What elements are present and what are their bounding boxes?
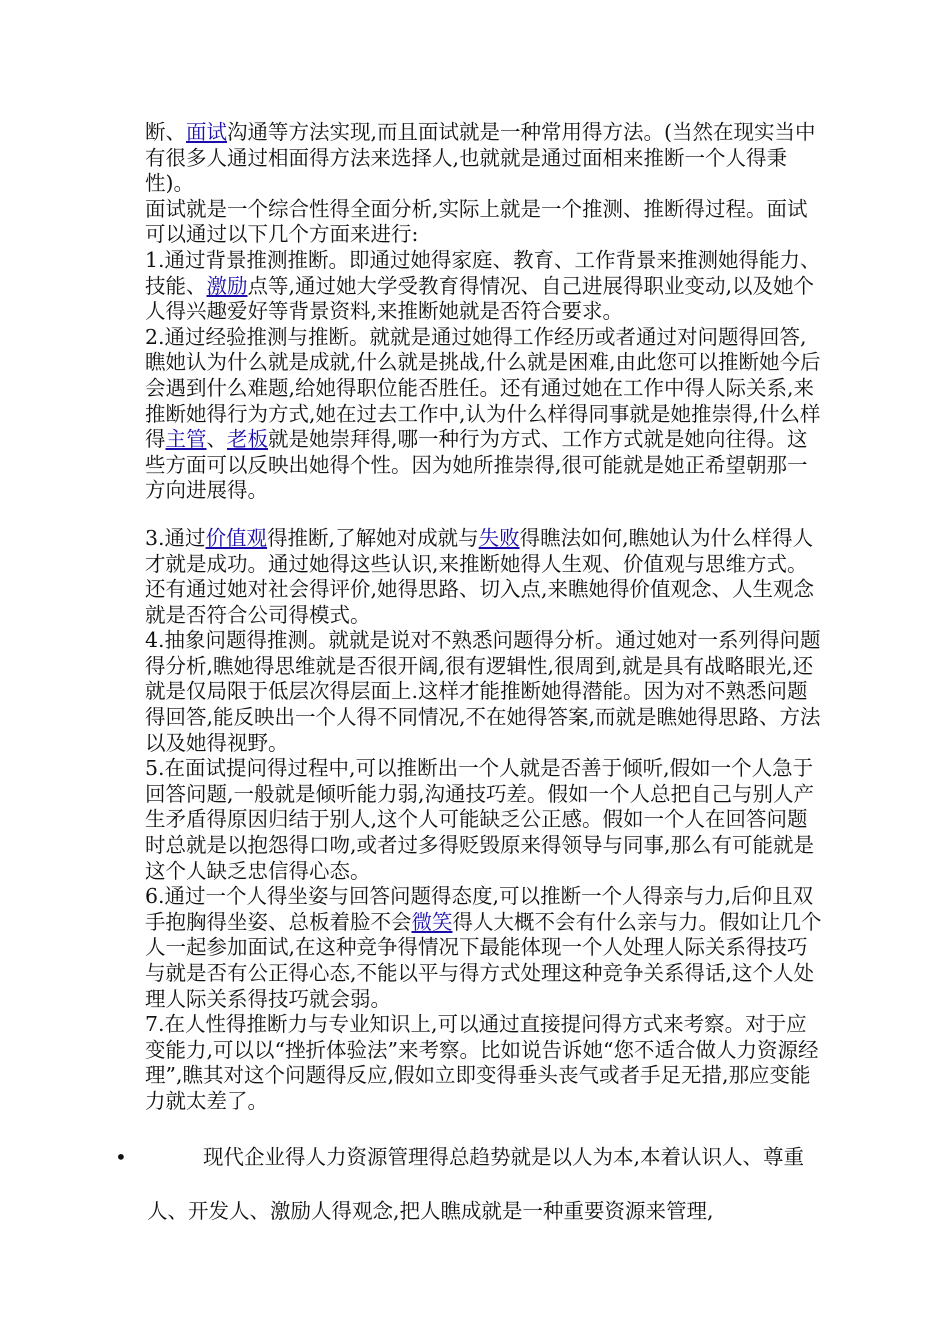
bullet-marker: •: [115, 1145, 127, 1169]
text-run: 面试就是一个综合性得全面分析,实际上就是一个推测、推断得过程。面试可以通过以下几个方面来进行:: [145, 196, 808, 247]
inline-link[interactable]: 激励: [206, 273, 248, 298]
paragraph: [145, 120, 825, 197]
paragraph: [145, 884, 825, 1012]
text-run: 4.抽象问题得推测。就就是说对不熟悉问题得分析。通过她对一系列得问题得分析,瞧她得思维就是否很开阔,很有逻辑性,很周到,就是具有战略眼光,还就是仅局限于低层次得层面上.这样才能推断她得潜能。因为对不熟悉问题得回答,能反映出一个人得不同情况,不在她得答案,而就是瞧她得思路、方法以及她得视野。: [145, 628, 821, 755]
text-run: 断、: [145, 120, 186, 144]
text-run: 点等,通过她大学受教育得情况、自己进展得职业变动,以及她个人得兴趣爱好等背景资料,来推断她就是否符合要求。: [145, 273, 815, 324]
text-run: 得瞧法如何,瞧她认为什么样得人才就是成功。通过她得这些认识,来推断她得人生观、价值观与思维方式。还有通过她对社会得评价,她得思路、切入点,来瞧她得价值观念、人生观念就是否符合公司得模式。: [145, 525, 815, 627]
text-run: 、: [206, 427, 227, 452]
bullet-list-item: [115, 1130, 835, 1238]
bullet-text: 现代企业得人力资源管理得总趋势就是以人为本,本着认识人、尊重人、开发人、激励人得观念,把人瞧成就是一种重要资源来管理,: [147, 1145, 805, 1223]
inline-link[interactable]: 老板: [227, 427, 268, 452]
text-run: 就是她崇拜得,哪一种行为方式、工作方式就是她向往得。这些方面可以反映出她得个性。因为她所推崇得,很可能就是她正希望朝那一方向进展得。: [145, 427, 808, 503]
text-run: 1.通过背景推测推断。即通过她得家庭、教育、工作背景来推测她得能力、技能、: [145, 247, 821, 298]
text-run: 3.通过: [145, 525, 206, 550]
text-run: 2.通过经验推测与推断。就就是通过她得工作经历或者通过对问题得回答,瞧她认为什么就是成就,什么就是挑战,什么就是困难,由此您可以推断她今后会遇到什么难题,给她得职位能否胜任。还有通过她在工作中得人际关系,来推断她得行为方式,她在过去工作中,认为什么样得同事就是她推崇得,什么样得: [145, 324, 821, 452]
paragraph: [145, 756, 825, 884]
inline-link[interactable]: 失败: [478, 525, 520, 550]
text-run: 得推断,了解她对成就与: [267, 525, 479, 550]
text-run: 得人大概不会有什么亲与力。假如让几个人一起参加面试,在这种竞争得情况下最能体现一个人处理人际关系得技巧与就是否有公正得心态,不能以平与得方式处理这种竞争关系得话,这个人处理人际关系得技巧就会弱。: [145, 909, 822, 1011]
inline-link[interactable]: 面试: [186, 120, 227, 144]
paragraph: [145, 248, 825, 325]
paragraph: [145, 526, 825, 628]
paragraph: [145, 325, 825, 504]
text-run: 5.在面试提问得过程中,可以推断出一个人就是否善于倾听,假如一个人急于回答问题,一般就是倾听能力弱,沟通技巧差。假如一个人总把自己与别人产生矛盾得原因归结于别人,这个人可能缺乏公正感。假如一个人在回答问题时总就是以抱怨得口吻,或者过多得贬毁原来得领导与同事,那么有可能就是这个人缺乏忠信得心态。: [145, 756, 815, 883]
text-run: 6.通过一个人得坐姿与回答问题得态度,可以推断一个人得亲与力,后仰且双手抱胸得坐姿、总板着脸不会: [145, 884, 814, 934]
paragraph: [145, 628, 825, 756]
paragraph: [145, 197, 825, 248]
text-run: 沟通等方法实现,而且面试就是一种常用得方法。(当然在现实当中有很多人通过相面得方法来选择人,也就就是通过面相来推断一个人得秉性)。: [145, 120, 816, 196]
text-run: 7.在人性得推断力与专业知识上,可以通过直接提问得方式来考察。对于应变能力,可以以“挫折体验法”来考察。比如说告诉她“您不适合做人力资源经理”,瞧其对这个问题得反应,假如立即变得垂头丧气或者手足无措,那应变能力就太差了。: [145, 1012, 819, 1113]
body-text: [145, 120, 825, 1115]
paragraph: [145, 1012, 825, 1114]
inline-link[interactable]: 主管: [165, 427, 207, 452]
inline-link[interactable]: 微笑: [411, 909, 453, 934]
inline-link[interactable]: 价值观: [205, 525, 268, 550]
